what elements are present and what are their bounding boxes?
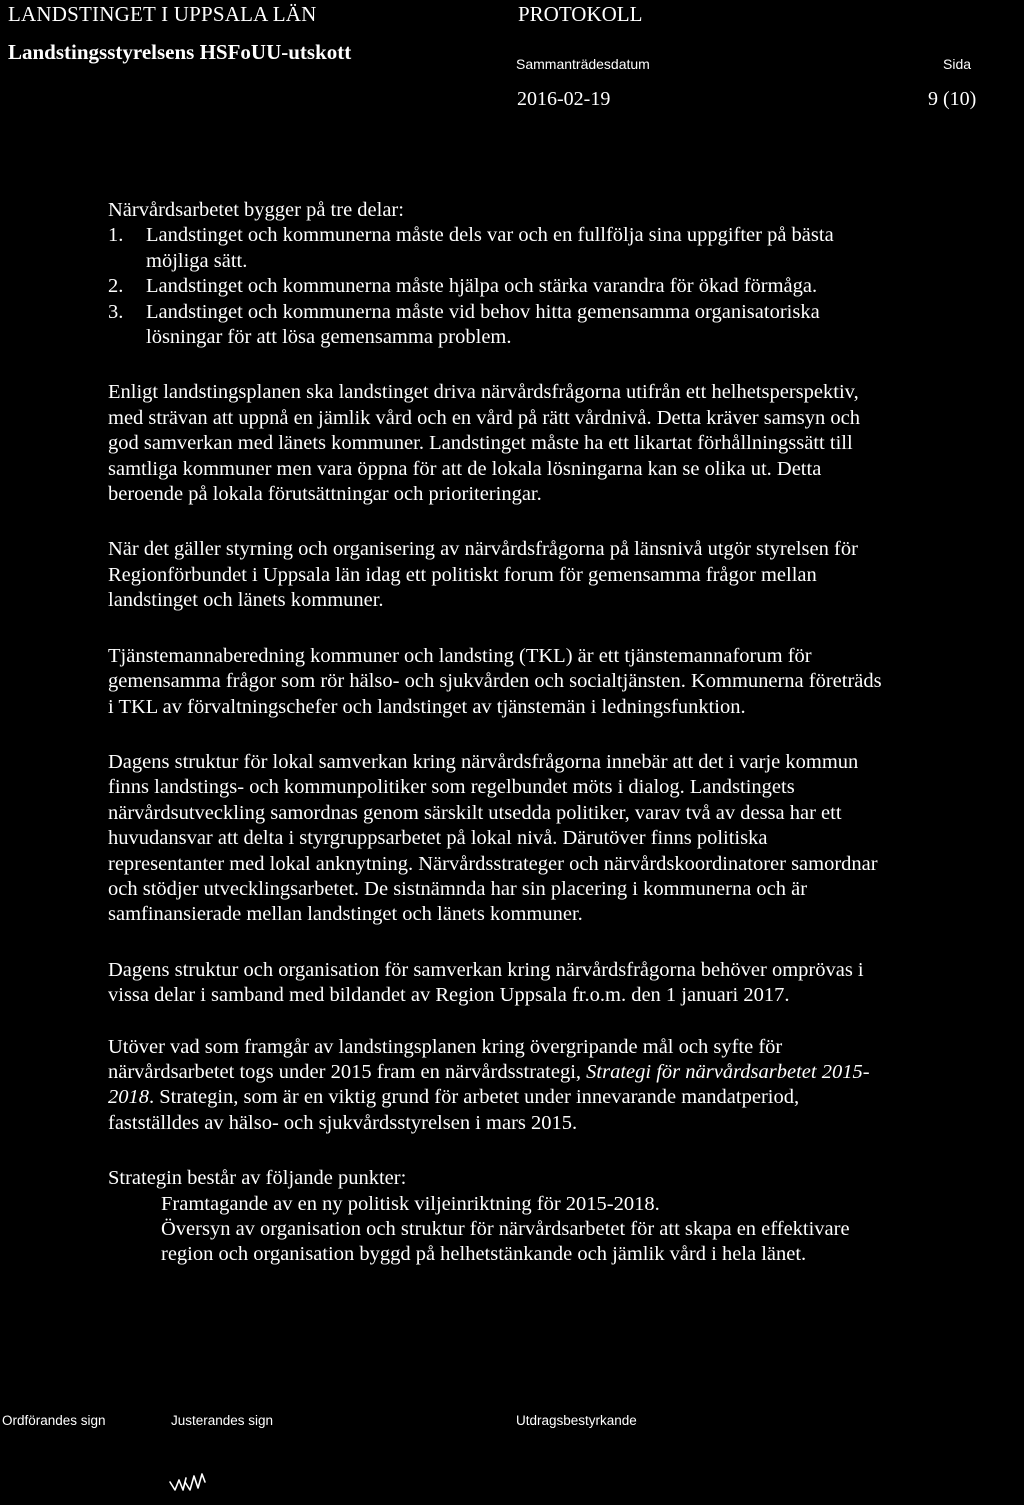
adjuster-sign-label: Justerandes sign: [171, 1413, 274, 1428]
paragraph: Utöver vad som framgår av landstingsplanen kring övergripande mål och syfte för närvårdsarbetet togs under 2015 fram en närvårdsstrategi, Strategi för närvårdsarbetet 2015- 2018. Strategin, som är en viktig grund för arbetet under innevarande mandatperiod, fastställdes av hälso- och sjukvårdsstyrelsen i mars 2015.: [108, 1035, 870, 1134]
list-text-line: Landstinget och kommunerna måste dels var och en fullfölja sina uppgifter på bästa: [146, 224, 834, 247]
list-number: 3.: [108, 300, 124, 323]
list-item: [108, 223, 1023, 274]
list-text-line: Landstinget och kommunerna måste hjälpa och stärka varandra för ökad förmåga.: [146, 275, 818, 298]
paragraph: Dagens struktur och organisation för samverkan kring närvårdsfrågorna behöver omprövas i vissa delar i samband med bildandet av Region Uppsala fr.o.m. den 1 januari 2017.: [108, 958, 864, 1007]
meeting-date-label: Sammanträdesdatum: [516, 56, 650, 72]
extract-cert-label: Utdragsbestyrkande: [516, 1413, 637, 1428]
paragraph: Tjänstemannaberedning kommuner och landsting (TKL) är ett tjänstemannaforum för gemensamma frågor som rör hälso- och sjukvården och socialtjänsten. Kommunerna företräds i TKL av förvaltningschefer och landstinget av tjänstemän i ledningsfunktion.: [108, 644, 882, 718]
page-number: 9 (10): [928, 88, 977, 110]
list-text-line: möjliga sätt.: [146, 249, 248, 272]
paragraph: Enligt landstingsplanen ska landstinget driva närvårdsfrågorna utifrån ett helhetsperspektiv, med strävan att uppnå en jämlik vård och en vård på rätt vårdnivå. Detta kräver samsyn och god samverkan med länets kommuner. Landstinget måste ha ett likartat förhållningssätt till samtliga kommuner men vara öppna för att de lokala lösningarna kan se olika ut. Detta beroende på lokala förutsättningar och prioriteringar.: [108, 381, 860, 506]
chair-sign-label: Ordförandes sign: [2, 1413, 106, 1428]
committee-name: Landstingsstyrelsens HSFoUU-utskott: [8, 40, 352, 64]
list-item: Framtagande av en ny politisk viljeinriktning för 2015-2018.: [161, 1192, 660, 1215]
list-number: 1.: [108, 224, 124, 247]
meeting-date: 2016-02-19: [517, 88, 611, 110]
list-text-line: lösningar för att lösa gemensamma problem.: [146, 326, 512, 349]
list-text-line: Landstinget och kommunerna måste vid behov hitta gemensamma organisatoriska: [146, 300, 820, 323]
organization-name: LANDSTINGET I UPPSALA LÄN: [8, 2, 317, 26]
document-body: [108, 198, 1023, 1268]
list-item: [108, 300, 1023, 351]
list-number: 2.: [108, 275, 124, 298]
document-type: PROTOKOLL: [518, 2, 643, 26]
list-item: Översyn av organisation och struktur för närvårdsarbetet för att skapa en effektivare region och organisation byggd på helhetstänkande och jämlik vård i hela länet.: [161, 1218, 850, 1266]
intro-text: Närvårdsarbetet bygger på tre delar:: [108, 199, 404, 221]
paragraph: Strategin består av följande punkter: Framtagande av en ny politisk viljeinriktning för 2015-2018. Översyn av organisation och struktur för närvårdsarbetet för att skapa en effektivare region och organisation byggd på helhetstänkande och jämlik vård i hela länet.: [108, 1166, 1023, 1268]
paragraph: När det gäller styrning och organisering av närvårdsfrågorna på länsnivå utgör styrelsen för Regionförbundet i Uppsala län idag ett politiskt forum för gemensamma frågor mellan landstinget och länets kommuner.: [108, 538, 858, 612]
handwritten-initials: [168, 1468, 208, 1501]
strategy-title-year: 2018: [108, 1086, 149, 1109]
list-item: [108, 274, 1023, 299]
paragraph: Dagens struktur för lokal samverkan kring närvårdsfrågorna innebär att det i varje kommun finns landstings- och kommunpolitiker som regelbundet möts i dialog. Landstingets närvårdsutveckling samordnas genom särskilt utsedda politiker, varav två av dessa har ett huvudansvar att delta i styrgruppsarbetet på lokal nivå. Därutöver finns politiska representanter med lokal anknytning. Närvårdsstrateger och närvårdskoordinatorer samordnar och stödjer utvecklingsarbetet. De sistnämnda har sin placering i kommunerna och är samfinansierade mellan landstinget och länets kommuner.: [108, 750, 878, 926]
page-label: Sida: [943, 56, 972, 72]
strategy-title: Strategi för närvårdsarbetet 2015-: [586, 1060, 870, 1083]
